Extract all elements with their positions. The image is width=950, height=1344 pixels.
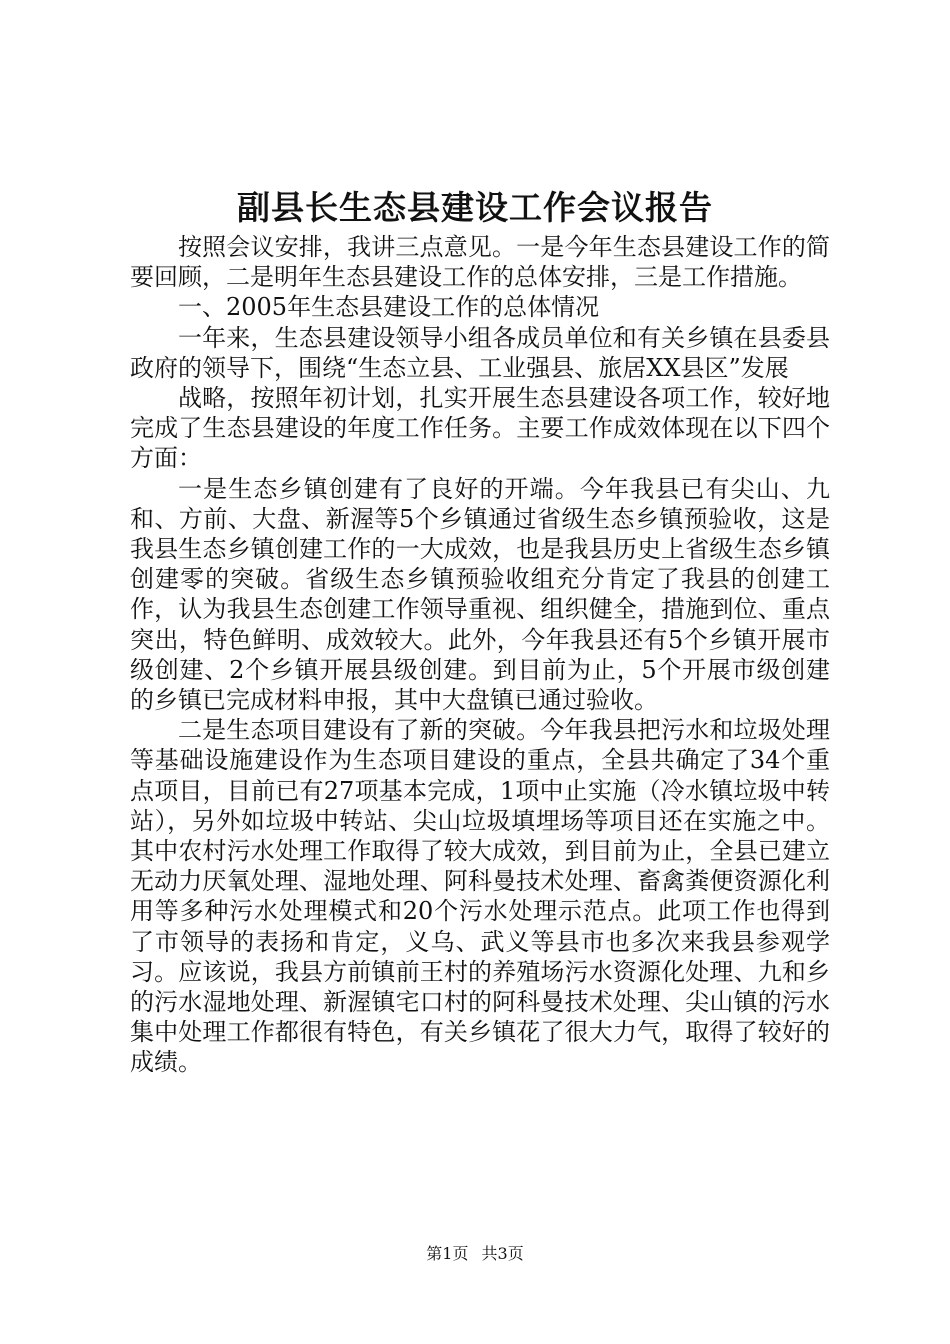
page-total: 共3页 (481, 1244, 524, 1263)
paragraph-eco-projects: 二是生态项目建设有了新的突破。今年我县把污水和垃圾处理等基础设施建设作为生态项目建设的重点，全县共确定了34个重点项目，目前已有27项基本完成，1项中止实施（冷水镇垃圾中转站），另外如垃圾中转站、尖山垃圾填埋场等项目还在实施之中。其中农村污水处理工作取得了较大成效，到目前为止，全县已建立无动力厌氧处理、湿地处理、阿科曼技术处理、畜禽粪便资源化利用等多种污水处理模式和20个污水处理示范点。此项工作也得到了市领导的表扬和肯定，义乌、武义等县市也多次来我县参观学习。应该说，我县方前镇前王村的养殖场污水资源化处理、九和乡的污水湿地处理、新渥镇宅口村的阿科曼技术处理、尖山镇的污水集中处理工作都很有特色，有关乡镇花了很大力气，取得了较好的成绩。 (130, 716, 830, 1077)
page-footer (0, 1244, 950, 1264)
document-body (130, 232, 830, 1078)
paragraph-strategy: 战略，按照年初计划，扎实开展生态县建设各项工作，较好地完成了生态县建设的年度工作任务。主要工作成效体现在以下四个方面： (130, 384, 830, 473)
paragraph-eco-towns: 一是生态乡镇创建有了良好的开端。今年我县已有尖山、九和、方前、大盘、新渥等5个乡镇通过省级生态乡镇预验收，这是我县生态乡镇创建工作的一大成效，也是我县历史上省级生态乡镇创建零的突破。省级生态乡镇预验收组充分肯定了我县的创建工作，认为我县生态创建工作领导重视、组织健全，措施到位、重点突出，特色鲜明、成效较大。此外，今年我县还有5个乡镇开展市级创建、2个乡镇开展县级创建。到目前为止，5个开展市级创建的乡镇已完成材料申报，其中大盘镇已通过验收。 (130, 474, 830, 715)
paragraph-overview: 一年来，生态县建设领导小组各成员单位和有关乡镇在县委县政府的领导下，围绕“生态立县、工业强县、旅居XX县区”发展 (130, 323, 830, 382)
paragraph-intro: 按照会议安排，我讲三点意见。一是今年生态县建设工作的简要回顾，二是明年生态县建设工作的总体安排，三是工作措施。 (130, 233, 830, 292)
page-number: 第1页 (426, 1244, 469, 1263)
section-heading-1: 一、2005年生态县建设工作的总体情况 (178, 293, 600, 322)
document-title: 副县长生态县建设工作会议报告 (237, 188, 713, 227)
